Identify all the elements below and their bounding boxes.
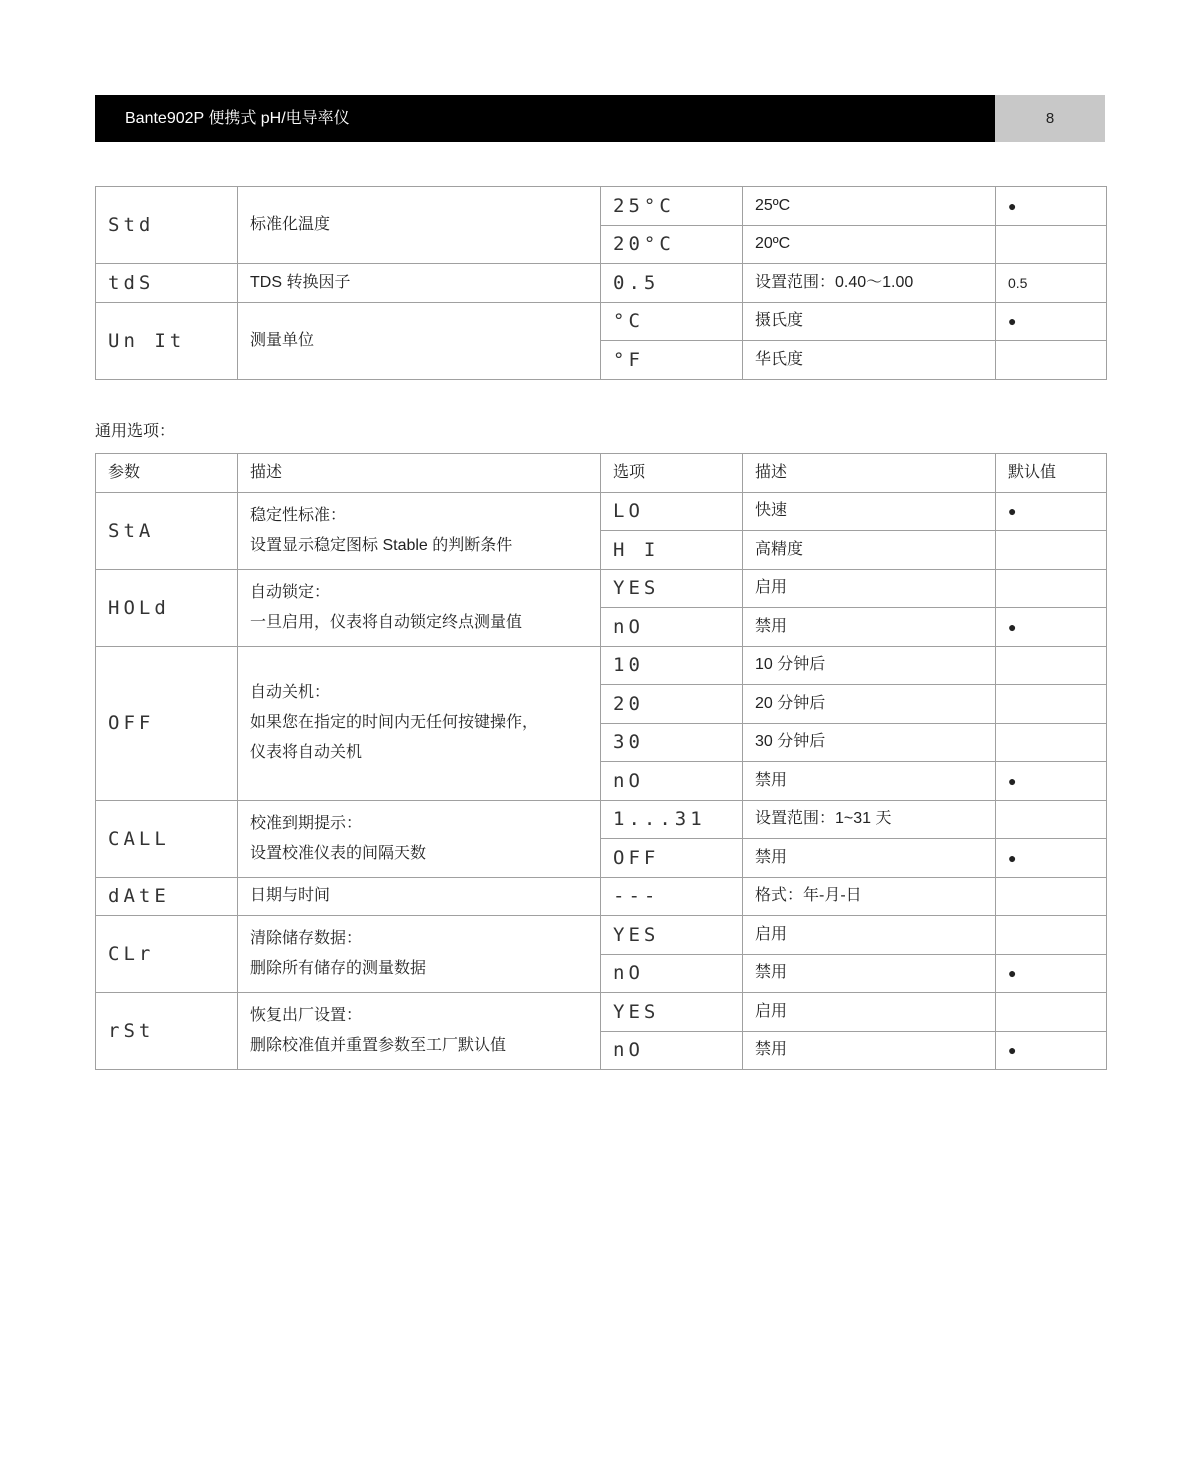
description-line: TDS 转换因子 xyxy=(250,273,351,291)
default-value: ● xyxy=(996,302,1107,341)
option-description: 20 分钟后 xyxy=(743,685,996,724)
option-code: nO xyxy=(601,954,743,993)
parameter-code xyxy=(96,877,238,916)
parameter-code xyxy=(96,302,238,379)
parameter-code-text: CLr xyxy=(108,943,155,965)
parameter-code xyxy=(96,993,238,1070)
header-cell: 参数 xyxy=(96,454,238,493)
option-code: nO xyxy=(601,1031,743,1070)
option-code: H I xyxy=(601,531,743,570)
default-value: ● xyxy=(996,954,1107,993)
temperature-settings-table xyxy=(95,186,1107,380)
description-line: 设置校准仪表的间隔天数 xyxy=(250,844,427,862)
default-value xyxy=(996,916,1107,955)
table-row xyxy=(96,646,1107,685)
option-code: nO xyxy=(601,608,743,647)
option-description: 禁用 xyxy=(743,762,996,801)
option-code: 30 xyxy=(601,723,743,762)
header-cell: 选项 xyxy=(601,454,743,493)
description-line: 一旦启用，仪表将自动锁定终点测量值 xyxy=(250,613,523,631)
table-row xyxy=(96,877,1107,916)
option-code: OFF xyxy=(601,839,743,878)
table-row xyxy=(96,492,1107,531)
option-code: YES xyxy=(601,569,743,608)
option-description: 禁用 xyxy=(743,954,996,993)
parameter-description xyxy=(238,187,601,264)
default-value: 0.5 xyxy=(996,264,1107,303)
default-value xyxy=(996,723,1107,762)
description-line: 删除所有储存的测量数据 xyxy=(250,960,427,977)
default-value: ● xyxy=(996,839,1107,878)
general-options-table xyxy=(95,453,1107,1070)
description-line: 日期与时间 xyxy=(250,887,331,905)
option-description: 高精度 xyxy=(743,531,996,570)
default-value: ● xyxy=(996,762,1107,801)
parameter-code xyxy=(96,569,238,646)
option-code: 25°C xyxy=(601,187,743,226)
parameter-code xyxy=(96,916,238,993)
default-value xyxy=(996,569,1107,608)
description-line: 设置显示稳定图标 Stable 的判断条件 xyxy=(250,536,513,554)
option-description: 启用 xyxy=(743,569,996,608)
default-value: ● xyxy=(996,492,1107,531)
option-description: 禁用 xyxy=(743,608,996,647)
option-description: 禁用 xyxy=(743,839,996,878)
table-header-row xyxy=(96,454,1107,493)
parameter-description xyxy=(238,877,601,916)
option-description: 快速 xyxy=(743,492,996,531)
option-description: 启用 xyxy=(743,916,996,955)
option-code: --- xyxy=(601,877,743,916)
option-code: 20 xyxy=(601,685,743,724)
option-code: YES xyxy=(601,916,743,955)
default-value: ● xyxy=(996,608,1107,647)
table-row xyxy=(96,916,1107,955)
option-description: 华氏度 xyxy=(743,341,996,380)
default-value xyxy=(996,993,1107,1032)
table-row xyxy=(96,264,1107,303)
parameter-code xyxy=(96,492,238,569)
description-line: 如果您在指定的时间内无任何按键操作， xyxy=(250,714,539,731)
description-line: 自动关机： xyxy=(250,684,331,701)
option-code: °C xyxy=(601,302,743,341)
page-number: 8 xyxy=(995,95,1105,142)
parameter-description xyxy=(238,492,601,569)
description-line: 自动锁定： xyxy=(250,583,331,601)
option-code: 10 xyxy=(601,646,743,685)
parameter-code-text: rSt xyxy=(108,1020,155,1042)
header-cell: 默认值 xyxy=(996,454,1107,493)
default-value xyxy=(996,685,1107,724)
table-row xyxy=(96,993,1107,1032)
option-code: nO xyxy=(601,762,743,801)
parameter-description xyxy=(238,569,601,646)
default-value: ● xyxy=(996,187,1107,226)
header-cell: 描述 xyxy=(238,454,601,493)
parameter-code-text: tdS xyxy=(108,271,155,294)
option-description: 禁用 xyxy=(743,1031,996,1070)
parameter-description xyxy=(238,264,601,303)
parameter-description xyxy=(238,646,601,800)
description-line: 校准到期提示： xyxy=(250,814,363,832)
description-line: 清除储存数据： xyxy=(250,930,363,947)
parameter-description xyxy=(238,800,601,877)
table-row xyxy=(96,569,1107,608)
option-description: 20ºC xyxy=(743,225,996,264)
default-value xyxy=(996,800,1107,839)
parameter-code-text: Std xyxy=(108,214,155,236)
default-value xyxy=(996,341,1107,380)
description-line: 仪表将自动关机 xyxy=(250,744,363,761)
option-code: LO xyxy=(601,492,743,531)
default-value xyxy=(996,877,1107,916)
parameter-code-text: StA xyxy=(108,519,155,542)
option-code: YES xyxy=(601,993,743,1032)
option-description: 格式：年-月-日 xyxy=(743,877,996,916)
section-title: 通用选项： xyxy=(95,423,176,440)
option-description: 设置范围：1~31 天 xyxy=(743,800,996,839)
table-row xyxy=(96,800,1107,839)
parameter-code-text: Un It xyxy=(108,329,186,352)
description-line: 恢复出厂设置： xyxy=(250,1007,363,1024)
default-value xyxy=(996,531,1107,570)
option-description: 30 分钟后 xyxy=(743,723,996,762)
option-description: 10 分钟后 xyxy=(743,646,996,685)
parameter-code-text: OFF xyxy=(108,712,155,734)
parameter-code-text: CALL xyxy=(108,827,170,850)
default-value: ● xyxy=(996,1031,1107,1070)
option-description: 启用 xyxy=(743,993,996,1032)
option-code: 0.5 xyxy=(601,264,743,303)
option-code: °F xyxy=(601,341,743,380)
option-description: 摄氏度 xyxy=(743,302,996,341)
option-code: 1...31 xyxy=(601,800,743,839)
description-line: 删除校准值并重置参数至工厂默认值 xyxy=(250,1037,507,1054)
header-cell: 描述 xyxy=(743,454,996,493)
parameter-description xyxy=(238,916,601,993)
parameter-code-text: dAtE xyxy=(108,885,170,908)
parameter-code xyxy=(96,800,238,877)
option-description: 设置范围：0.40～1.00 xyxy=(743,264,996,303)
parameter-code xyxy=(96,646,238,800)
default-value xyxy=(996,646,1107,685)
description-line: 标准化温度 xyxy=(250,216,331,233)
page-header xyxy=(95,95,1105,142)
parameter-code xyxy=(96,264,238,303)
parameter-description xyxy=(238,302,601,379)
default-value xyxy=(996,225,1107,264)
table-row xyxy=(96,187,1107,226)
document-title: Bante902P 便携式 pH/电导率仪 xyxy=(95,95,995,142)
description-line: 稳定性标准： xyxy=(250,506,347,524)
description-line: 测量单位 xyxy=(250,331,315,349)
parameter-code xyxy=(96,187,238,264)
table-row xyxy=(96,302,1107,341)
option-description: 25ºC xyxy=(743,187,996,226)
parameter-description xyxy=(238,993,601,1070)
option-code: 20°C xyxy=(601,225,743,264)
parameter-code-text: HOLd xyxy=(108,596,170,619)
